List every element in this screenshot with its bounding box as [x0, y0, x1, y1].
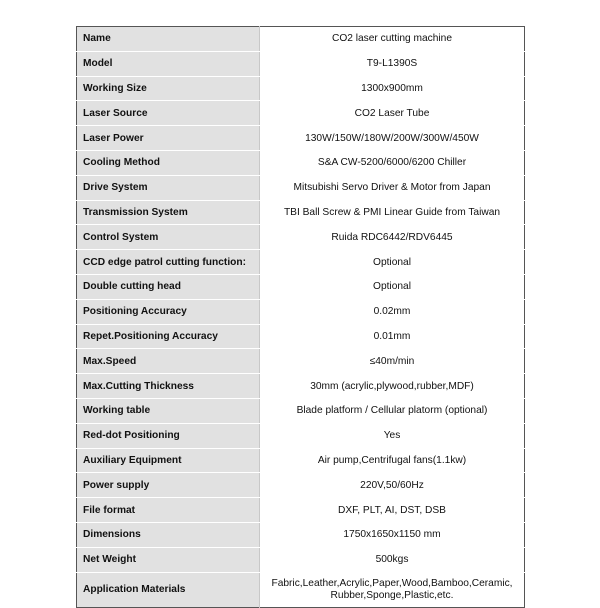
spec-label: Double cutting head	[77, 274, 260, 299]
spec-label: Working table	[77, 398, 260, 423]
spec-value: TBI Ball Screw & PMI Linear Guide from Taiwan	[260, 200, 525, 225]
table-row	[77, 398, 525, 423]
spec-value: Fabric,Leather,Acrylic,Paper,Wood,Bamboo,Ceramic, Rubber,Sponge,Plastic,etc.	[260, 572, 525, 607]
spec-label: Laser Source	[77, 101, 260, 126]
spec-value: DXF, PLT, AI, DST, DSB	[260, 498, 525, 523]
table-row	[77, 572, 525, 607]
spec-label: Application Materials	[77, 572, 260, 607]
spec-label: Name	[77, 27, 260, 52]
table-row	[77, 374, 525, 399]
spec-value: CO2 laser cutting machine	[260, 27, 525, 52]
spec-label: Model	[77, 51, 260, 76]
table-row	[77, 76, 525, 101]
spec-value: Air pump,Centrifugal fans(1.1kw)	[260, 448, 525, 473]
spec-value: ≤40m/min	[260, 349, 525, 374]
spec-value: 30mm (acrylic,plywood,rubber,MDF)	[260, 374, 525, 399]
spec-value: 1300x900mm	[260, 76, 525, 101]
spec-label: Max.Speed	[77, 349, 260, 374]
table-row	[77, 299, 525, 324]
spec-label: Working Size	[77, 76, 260, 101]
specification-table	[76, 26, 525, 608]
spec-value: S&A CW-5200/6000/6200 Chiller	[260, 150, 525, 175]
spec-value: Blade platform / Cellular platorm (optional)	[260, 398, 525, 423]
table-row	[77, 225, 525, 250]
spec-value: Yes	[260, 423, 525, 448]
spec-label: Transmission System	[77, 200, 260, 225]
table-row	[77, 498, 525, 523]
spec-value: 1750x1650x1150 mm	[260, 522, 525, 547]
spec-value: Ruida RDC6442/RDV6445	[260, 225, 525, 250]
spec-label: Red-dot Positioning	[77, 423, 260, 448]
table-row	[77, 200, 525, 225]
spec-label: CCD edge patrol cutting function:	[77, 250, 260, 275]
spec-value: CO2 Laser Tube	[260, 101, 525, 126]
spec-label: Net Weight	[77, 547, 260, 572]
table-row	[77, 473, 525, 498]
spec-label: Auxiliary Equipment	[77, 448, 260, 473]
spec-value: 0.02mm	[260, 299, 525, 324]
spec-label: File format	[77, 498, 260, 523]
table-row	[77, 51, 525, 76]
spec-label: Positioning Accuracy	[77, 299, 260, 324]
spec-value: 0.01mm	[260, 324, 525, 349]
table-row	[77, 448, 525, 473]
spec-label: Cooling Method	[77, 150, 260, 175]
spec-label: Control System	[77, 225, 260, 250]
table-row	[77, 274, 525, 299]
table-row	[77, 324, 525, 349]
spec-value: Optional	[260, 250, 525, 275]
table-row	[77, 250, 525, 275]
spec-value: 500kgs	[260, 547, 525, 572]
table-row	[77, 101, 525, 126]
table-row	[77, 150, 525, 175]
spec-label: Dimensions	[77, 522, 260, 547]
spec-value: 130W/150W/180W/200W/300W/450W	[260, 126, 525, 151]
table-row	[77, 522, 525, 547]
spec-label: Power supply	[77, 473, 260, 498]
spec-value: Mitsubishi Servo Driver & Motor from Japan	[260, 175, 525, 200]
table-row	[77, 423, 525, 448]
table-row	[77, 27, 525, 52]
spec-label: Drive System	[77, 175, 260, 200]
spec-label: Laser Power	[77, 126, 260, 151]
spec-value: T9-L1390S	[260, 51, 525, 76]
table-row	[77, 126, 525, 151]
spec-value: 220V,50/60Hz	[260, 473, 525, 498]
spec-label: Repet.Positioning Accuracy	[77, 324, 260, 349]
table-row	[77, 547, 525, 572]
table-row	[77, 349, 525, 374]
spec-value: Optional	[260, 274, 525, 299]
specification-table-body	[77, 27, 525, 608]
spec-label: Max.Cutting Thickness	[77, 374, 260, 399]
table-row	[77, 175, 525, 200]
